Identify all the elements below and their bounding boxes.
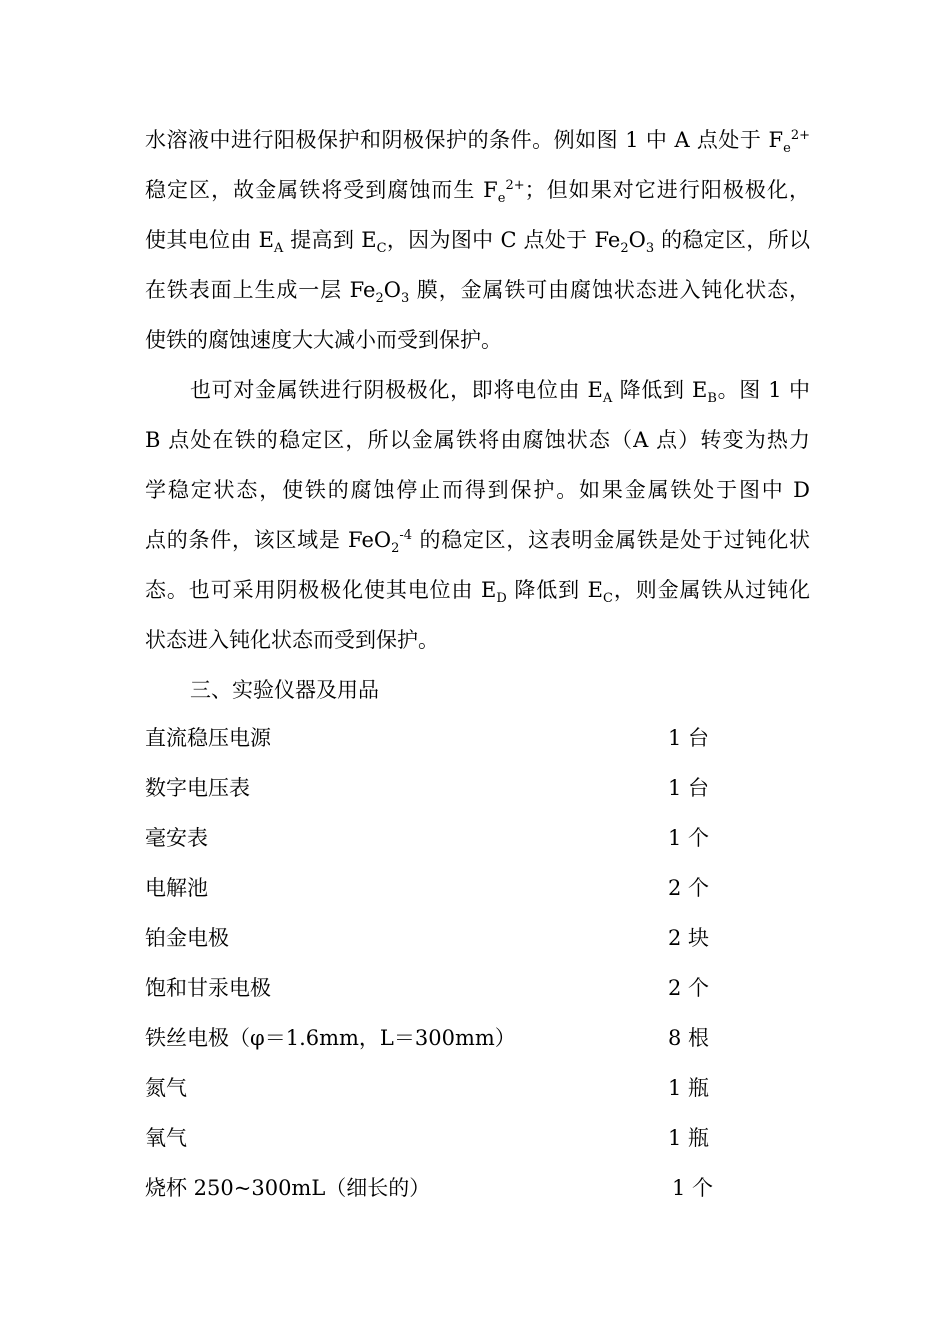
equipment-qty: 8 根 bbox=[668, 1026, 710, 1050]
equipment-qty: 2 个 bbox=[668, 976, 710, 1000]
equipment-name: 氧气 bbox=[145, 1126, 187, 1150]
paragraph1-line3: 使其电位由 $E_A$ 提高到 $E_C$，因为图中 C 点处于 $Fe_2O_3$ 的稳定区，所以 bbox=[145, 228, 810, 257]
equipment-qty: 1 个 bbox=[668, 826, 710, 850]
paragraph2-line4: 点的条件，该区域是 FeO$_2^{-4}$ 的稳定区，这表明金属铁是处于过钝化状 bbox=[145, 528, 810, 557]
paragraph2-line3: 学稳定状态，使铁的腐蚀停止而得到保护。如果金属铁处于图中 D bbox=[145, 478, 810, 502]
equipment-item bbox=[145, 1023, 725, 1053]
equipment-item bbox=[145, 823, 725, 853]
equipment-qty: 1 台 bbox=[668, 776, 710, 800]
equipment-name: 烧杯 250~300mL（细长的） bbox=[145, 1176, 431, 1200]
equipment-name: 毫安表 bbox=[145, 826, 208, 850]
paragraph2-line1: 也可对金属铁进行阴极极化，即将电位由 $E_A$ 降低到 $E_B$。图 1 中 bbox=[190, 378, 811, 407]
equipment-name: 铂金电极 bbox=[145, 926, 229, 950]
equipment-item bbox=[145, 873, 725, 903]
section-heading: 三、实验仪器及用品 bbox=[190, 678, 379, 702]
equipment-name: 铁丝电极（φ＝1.6mm，L＝300mm） bbox=[145, 1026, 516, 1050]
equipment-name: 氮气 bbox=[145, 1076, 187, 1100]
equipment-qty: 2 个 bbox=[668, 876, 710, 900]
paragraph1-line2: 稳定区，故金属铁将受到腐蚀而生 $F_e^{2+}$；但如果对它进行阳极极化， bbox=[145, 178, 810, 207]
equipment-item bbox=[145, 1123, 725, 1153]
equipment-name: 直流稳压电源 bbox=[145, 726, 271, 750]
equipment-qty: 1 瓶 bbox=[668, 1126, 710, 1150]
paragraph2-line6: 状态进入钝化状态而受到保护。 bbox=[145, 628, 439, 652]
equipment-name: 电解池 bbox=[145, 876, 208, 900]
equipment-item bbox=[145, 1073, 725, 1103]
equipment-name: 数字电压表 bbox=[145, 776, 250, 800]
equipment-item bbox=[145, 723, 725, 753]
equipment-item bbox=[145, 1173, 725, 1203]
paragraph2-line2: B 点处在铁的稳定区，所以金属铁将由腐蚀状态（A 点）转变为热力 bbox=[145, 428, 810, 452]
paragraph1-line1: 水溶液中进行阳极保护和阴极保护的条件。例如图 1 中 A 点处于 $F_e^{2+}$ bbox=[145, 128, 810, 157]
paragraph2-line5: 态。也可采用阴极极化使其电位由 $E_D$ 降低到 $E_C$，则金属铁从过钝化 bbox=[145, 578, 810, 607]
equipment-qty: 1 个 bbox=[672, 1176, 714, 1200]
equipment-qty: 1 瓶 bbox=[668, 1076, 710, 1100]
equipment-item bbox=[145, 973, 725, 1003]
equipment-qty: 1 台 bbox=[668, 726, 710, 750]
equipment-item bbox=[145, 773, 725, 803]
equipment-item bbox=[145, 923, 725, 953]
equipment-qty: 2 块 bbox=[668, 926, 710, 950]
paragraph1-line4: 在铁表面上生成一层 $Fe_2O_3$ 膜，金属铁可由腐蚀状态进入钝化状态， bbox=[145, 278, 810, 307]
equipment-name: 饱和甘汞电极 bbox=[145, 976, 271, 1000]
paragraph1-line5: 使铁的腐蚀速度大大减小而受到保护。 bbox=[145, 328, 502, 352]
